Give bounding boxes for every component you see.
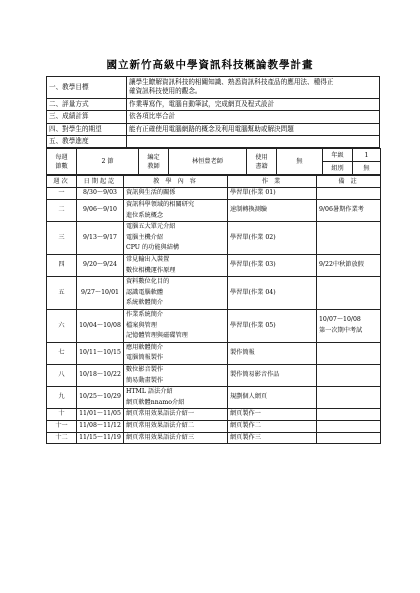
note-cell [317, 309, 381, 342]
date-cell: 8/30～9/03 [77, 188, 124, 200]
content-cell-line: 網頁常用效果語法介紹三 [126, 433, 195, 441]
content-cell [124, 255, 228, 277]
week-cell: 一 [47, 188, 77, 200]
week-cell: 五 [47, 277, 77, 310]
content-cell [124, 309, 228, 342]
note-cell [317, 277, 381, 310]
homework-cell-line: 學習單(作業 03) [230, 261, 276, 269]
schedule-row [47, 255, 381, 277]
schedule-row [47, 188, 381, 200]
note-cell [317, 432, 381, 444]
homework-cell [228, 200, 317, 222]
content-cell [124, 420, 228, 432]
section-label: 二、評量方式 [47, 98, 127, 110]
plan-sheet [46, 76, 380, 444]
content-cell [124, 342, 228, 364]
section-content-line: 能有正確使用電腦網路的概念及利用電腦幫助或解決問題 [129, 124, 294, 133]
section-label: 四、對學生的期望 [47, 123, 127, 135]
week-cell: 十二 [47, 432, 77, 444]
header-homework: 作 業 [228, 176, 317, 188]
content-cell-line: 常見輸出入裝置 [126, 256, 170, 263]
section-content-line: 依各項比率合計 [129, 112, 176, 121]
homework-cell-line: 製作簡易影音作品 [230, 371, 280, 379]
section-content [127, 98, 380, 110]
homework-cell [228, 277, 317, 310]
homework-cell [228, 409, 317, 421]
content-cell-line: 認識電腦軟體 [126, 288, 164, 296]
content-cell-line: 資料數位化目的 [126, 278, 170, 286]
section-row [47, 123, 380, 135]
section-content [127, 136, 380, 148]
content-cell-line: 系統軟體簡介 [126, 299, 164, 307]
note-cell [317, 188, 381, 200]
note-cell-line: 9/22中秋節放假 [319, 261, 364, 269]
header-week: 週次 [47, 176, 77, 188]
content-cell [124, 387, 228, 409]
week-cell: 十一 [47, 420, 77, 432]
content-cell [124, 222, 228, 255]
homework-cell-line: 網頁製作二 [230, 421, 261, 429]
homework-cell-line: 速制轉換測驗 [230, 206, 268, 214]
plan-sections [46, 76, 380, 148]
homework-cell-line: 網頁製作三 [230, 433, 261, 441]
content-cell-line: 進位系統概念 [126, 211, 164, 219]
content-cell-line: 網頁常用效果語法介紹一 [126, 410, 195, 418]
section-label: 三、成績計算 [47, 111, 127, 123]
date-cell: 10/11～10/15 [77, 342, 124, 364]
page-title: 國立新竹高級中學資訊科技概論教學計畫 [106, 59, 314, 71]
content-cell-line: 檔案與管理 [126, 321, 157, 329]
content-cell-line: 簡易動畫製作 [126, 376, 164, 384]
date-cell: 10/04～10/08 [77, 309, 124, 342]
homework-cell-line: 學習單(作業 01) [230, 189, 276, 197]
content-cell-line: 數位相機運作原理 [126, 266, 176, 274]
schedule-row [47, 222, 381, 255]
week-cell: 四 [47, 255, 77, 277]
homework-cell-line: 學習單(作業 02) [230, 233, 276, 241]
content-cell-line: 作業系統簡介 [126, 310, 164, 318]
grade-label: 年級 [323, 149, 353, 162]
content-cell [124, 188, 228, 200]
class-label: 組別 [323, 162, 353, 175]
week-cell: 八 [47, 364, 77, 386]
schedule-row [47, 387, 381, 409]
homework-cell [228, 387, 317, 409]
content-cell [124, 432, 228, 444]
section-content [127, 111, 380, 123]
content-cell [124, 364, 228, 386]
schedule-header-row [47, 176, 381, 188]
note-cell [317, 342, 381, 364]
note-cell [317, 420, 381, 432]
week-cell: 六 [47, 309, 77, 342]
homework-cell-line: 學習單(作業 05) [230, 321, 276, 329]
schedule-row [47, 309, 381, 342]
header-date: 日期起訖 [77, 176, 124, 188]
section-content [127, 77, 380, 99]
schedule-row [47, 342, 381, 364]
note-cell-line: 10/07～10/08 [319, 316, 361, 324]
week-cell: 十 [47, 409, 77, 421]
date-cell: 9/20～9/24 [77, 255, 124, 277]
note-cell [317, 387, 381, 409]
date-cell: 9/13～9/17 [77, 222, 124, 255]
periods-value: 2 節 [77, 149, 139, 175]
schedule-row [47, 200, 381, 222]
homework-cell [228, 222, 317, 255]
homework-cell [228, 364, 317, 386]
section-label: 五、教學進度 [47, 136, 127, 148]
date-cell: 11/01～11/05 [77, 409, 124, 421]
schedule-row [47, 409, 381, 421]
schedule-row [47, 432, 381, 444]
schedule-row [47, 364, 381, 386]
schedule-row [47, 420, 381, 432]
note-cell [317, 222, 381, 255]
homework-cell [228, 342, 317, 364]
date-cell: 10/25～10/29 [77, 387, 124, 409]
course-meta [46, 148, 381, 175]
homework-cell-line: 網頁製作一 [230, 410, 261, 418]
content-cell-line: CPU 的功能與結構 [126, 244, 180, 252]
date-cell: 9/06～9/10 [77, 200, 124, 222]
section-label: 一、教學目標 [47, 77, 127, 99]
content-cell-line: 應用軟體簡介 [126, 343, 164, 351]
content-cell-line: 數位影音製作 [126, 365, 164, 373]
section-content-line: 作業專寫作，電腦自動筆試，完成網頁及程式設計 [129, 99, 275, 108]
header-content: 教 學 內 容 [124, 176, 228, 188]
content-cell-line: 資訊與生活的關係 [126, 189, 176, 197]
content-cell [124, 277, 228, 310]
section-content-line: 讓學生瞭解資訊科技的相關知識、熟悉資訊科技產品的應用法、種得正 [129, 78, 334, 86]
section-row [47, 136, 380, 148]
content-cell-line: 資訊科學領域的相關研究 [126, 201, 195, 209]
homework-cell [228, 432, 317, 444]
note-cell-line: 第一次期中考試 [319, 326, 363, 334]
section-content-line: 確資訊科技使用的觀念。 [129, 87, 202, 96]
content-cell-line: 電腦簡報製作 [126, 354, 164, 362]
teacher-value: 林恒豊老師 [169, 149, 247, 175]
homework-cell-line: 製作簡報 [230, 349, 255, 357]
note-cell [317, 255, 381, 277]
section-row [47, 111, 380, 123]
week-cell: 七 [47, 342, 77, 364]
note-cell [317, 364, 381, 386]
section-content [127, 123, 380, 135]
book-label: 使用 書籍 [247, 149, 277, 175]
date-cell: 11/15～11/19 [77, 432, 124, 444]
date-cell: 10/18～10/22 [77, 364, 124, 386]
content-cell-line: 網頁軟體nnamo介紹 [126, 398, 185, 406]
content-cell-line: 網頁常用效果語法介紹二 [126, 421, 195, 429]
header-note: 備 註 [317, 176, 381, 188]
homework-cell [228, 420, 317, 432]
homework-cell [228, 188, 317, 200]
homework-cell [228, 255, 317, 277]
content-cell [124, 409, 228, 421]
section-row [47, 77, 380, 99]
content-cell [124, 200, 228, 222]
schedule-table [46, 175, 381, 444]
content-cell-line: HTML 語法介紹 [126, 388, 173, 396]
note-cell-line: 9/06暑期作業考 [319, 206, 364, 214]
content-cell-line: 電腦主機介紹 [126, 233, 164, 241]
note-cell [317, 200, 381, 222]
class-value: 無 [353, 162, 381, 175]
homework-cell [228, 309, 317, 342]
section-row [47, 98, 380, 110]
date-cell: 11/08～11/12 [77, 420, 124, 432]
schedule-row [47, 277, 381, 310]
content-cell-line: 電腦五大單元介紹 [126, 223, 176, 231]
periods-label: 每週 節數 [47, 149, 77, 175]
date-cell: 9/27～10/01 [77, 277, 124, 310]
note-cell [317, 409, 381, 421]
homework-cell-line: 規劃個人網頁 [230, 393, 268, 401]
week-cell: 九 [47, 387, 77, 409]
grade-value: 1 [353, 149, 381, 162]
week-cell: 三 [47, 222, 77, 255]
homework-cell-line: 學習單(作業 04) [230, 288, 276, 296]
book-value: 無 [277, 149, 323, 175]
week-cell: 二 [47, 200, 77, 222]
teacher-label: 編定 教師 [139, 149, 169, 175]
content-cell-line: 記憶體管理與磁碟管理 [126, 332, 188, 340]
